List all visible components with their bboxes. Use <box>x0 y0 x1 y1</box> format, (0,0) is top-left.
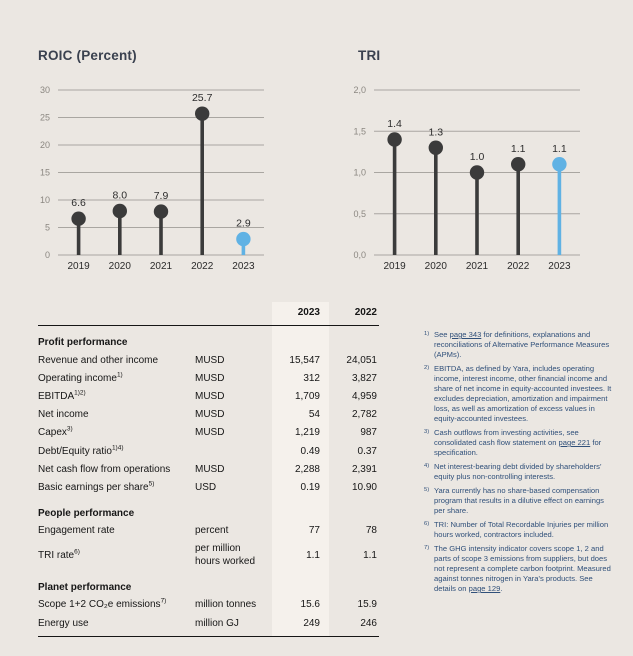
footnote-reference: 7) <box>160 598 167 606</box>
row-value-2023: 249 <box>303 617 320 629</box>
y-tick-label: 10 <box>39 195 50 206</box>
row-unit: USD <box>195 481 217 493</box>
table-bottom-rule <box>38 636 379 637</box>
y-tick-label: 1,0 <box>353 167 366 178</box>
row-value-2022: 1.1 <box>363 549 377 561</box>
row-value-2023: 0.49 <box>300 445 320 457</box>
row-value-2023: 1,219 <box>294 427 320 439</box>
x-tick-label: 2022 <box>507 261 530 272</box>
data-value-label: 1.0 <box>469 151 485 163</box>
table-row <box>38 614 379 632</box>
footnote-text: Cash outflows from investing activities, see consolidated cash flow statement on <box>434 428 579 447</box>
table-section-row <box>38 497 379 522</box>
footnote-text: for definitions, explanations and reconciliations of Alternative Performance Measures (APMs). <box>434 330 610 359</box>
row-value-2023: 15.6 <box>300 599 320 611</box>
footnote-number: 7) <box>424 545 430 551</box>
table-row <box>38 596 379 614</box>
row-value-2023: 77 <box>308 525 320 537</box>
row-label: Debt/Equity ratio$^{1)4)}$ <box>38 444 124 457</box>
y-tick-label: 0,0 <box>353 250 366 261</box>
footnote-reference: 1)4) <box>111 444 124 452</box>
table-row <box>38 478 379 496</box>
y-tick-label: 0,5 <box>353 208 366 219</box>
footnote-reference: 3) <box>66 426 73 434</box>
tri-chart-title: TRI <box>358 48 381 63</box>
row-value-2022: 24,051 <box>346 354 377 366</box>
y-tick-label: 1,5 <box>353 126 366 137</box>
row-label: People performance <box>38 507 135 519</box>
data-value-label: 25.7 <box>191 92 213 105</box>
table-row <box>38 369 379 387</box>
row-label: Operating income$^{1)}$ <box>38 371 123 384</box>
row-unit: million tonnes <box>195 599 257 611</box>
y-tick-label: 30 <box>39 85 50 96</box>
page-link[interactable]: page 129 <box>468 584 501 593</box>
x-tick-label: 2019 <box>67 261 90 272</box>
row-label: Scope 1+2 CO₂e emissions$^{7)}$ <box>38 598 167 611</box>
y-tick-label: 5 <box>44 222 50 233</box>
roic-chart <box>36 80 282 285</box>
footnote-reference: 1)2) <box>74 389 86 397</box>
y-tick-label: 0 <box>44 250 50 261</box>
data-value-label: 1.1 <box>552 142 567 155</box>
data-value-label: 6.6 <box>71 197 86 210</box>
row-value-2022: 2,782 <box>351 409 377 421</box>
footnote-text: . <box>500 584 503 593</box>
data-value-label: 2.9 <box>236 217 251 230</box>
row-value-2023: 54 <box>308 409 320 421</box>
x-tick-label: 2022 <box>191 261 214 272</box>
table-section-row <box>38 571 379 596</box>
page-link[interactable]: page 221 <box>558 438 591 447</box>
footnote <box>424 428 614 458</box>
footnote <box>424 544 614 594</box>
row-value-2023: 2,288 <box>294 463 320 475</box>
data-value-label: 7.9 <box>153 190 169 203</box>
x-tick-label: 2023 <box>232 261 255 272</box>
row-value-2022: 246 <box>360 617 377 629</box>
y-tick-label: 2,0 <box>353 85 366 96</box>
x-tick-label: 2021 <box>149 261 173 272</box>
row-unit: percent <box>195 525 229 537</box>
footnote-number: 6) <box>424 521 430 527</box>
row-label: Basic earnings per share$^{5)}$ <box>38 480 155 493</box>
y-tick-label: 25 <box>39 112 50 123</box>
row-unit: MUSD <box>195 354 225 366</box>
footnote-text: Net interest-bearing debt divided by shareholders’ equity plus non-controlling interests. <box>434 462 602 481</box>
row-value-2023: 1.1 <box>306 549 320 561</box>
row-label: Net income <box>38 409 89 421</box>
footnote-text: See <box>434 330 450 339</box>
footnote-reference: 5) <box>148 480 155 488</box>
table-row <box>38 442 379 460</box>
x-tick-label: 2020 <box>424 261 447 272</box>
row-value-2022: 3,827 <box>351 372 377 384</box>
footnote <box>424 486 614 516</box>
lollipop-chart <box>352 80 598 285</box>
row-label: $EBITDA^{1)2)}$ <box>38 389 86 402</box>
data-point <box>552 157 566 171</box>
row-value-2022: 78 <box>365 525 377 537</box>
data-point <box>71 212 85 226</box>
row-value-2023: 15,547 <box>289 354 320 366</box>
table-row <box>38 460 379 478</box>
table-body <box>38 326 379 632</box>
footnotes <box>424 330 614 598</box>
row-value-2023: 1,709 <box>294 390 320 402</box>
table-row <box>38 406 379 424</box>
footnote <box>424 520 614 540</box>
table-row <box>38 540 379 571</box>
row-label: Capex$^{3)}$ <box>38 426 73 439</box>
table-header-row <box>38 302 379 326</box>
data-value-label: 1.4 <box>387 118 402 130</box>
y-tick-label: 20 <box>39 140 50 151</box>
row-label: Engagement rate <box>38 525 115 537</box>
row-value-2023: 0.19 <box>300 481 320 493</box>
table-row <box>38 387 379 405</box>
data-point <box>195 106 209 120</box>
tri-chart <box>352 80 598 285</box>
footnote <box>424 462 614 482</box>
footnote-number: 2) <box>424 365 430 371</box>
row-unit: million GJ <box>195 617 239 629</box>
data-point <box>387 132 401 146</box>
row-value-2022: 10.90 <box>351 481 377 493</box>
row-value-2023: 312 <box>303 372 320 384</box>
row-label: Net cash flow from operations <box>38 463 171 475</box>
row-value-2022: 0.37 <box>357 445 377 457</box>
x-tick-label: 2023 <box>548 261 571 272</box>
row-label: Planet performance <box>38 581 132 593</box>
data-point <box>113 204 127 218</box>
row-unit: MUSD <box>195 427 225 439</box>
footnote-number: 4) <box>424 463 430 469</box>
row-unit: MUSD <box>195 463 225 475</box>
data-point <box>470 165 484 179</box>
footnote <box>424 330 614 360</box>
footnote-number: 3) <box>424 429 430 435</box>
data-value-label: 1.3 <box>428 126 444 139</box>
footnote-text: The GHG intensity indicator covers scope 1, 2 and parts of scope 3 emissions from suppliers, but does not represent a complete carbon footprint. Measured against tonnes nitrogen in Yara’s products. See details on <box>434 544 611 593</box>
table-section-row <box>38 326 379 351</box>
y-tick-label: 15 <box>39 167 50 178</box>
table-row <box>38 351 379 369</box>
data-value-label: 1.1 <box>510 142 526 155</box>
kpi-table <box>38 302 379 637</box>
row-label: Revenue and other income <box>38 354 159 366</box>
footnote-text: EBITDA, as defined by Yara, includes operating income, interest income, other financial income and share of net income in equity-accounted investees. It excludes depreciation, amortization and impairment loss, as well as amortization of excess values in equity-accounted investees. <box>434 364 612 423</box>
x-tick-label: 2020 <box>108 261 131 272</box>
footnote-text: Yara currently has no share-based compensation program that results in a dilutive effect on earnings per share. <box>434 486 604 515</box>
table-row <box>38 424 379 442</box>
row-label: TRI rate$^{6)}$ <box>38 548 80 561</box>
data-point <box>511 157 525 171</box>
row-unit: per million hours worked <box>195 543 256 568</box>
roic-chart-title: ROIC (Percent) <box>38 48 137 63</box>
footnote-text: TRI: Number of Total Recordable Injuries per million hours worked, contractors included. <box>434 520 609 539</box>
row-value-2022: 987 <box>360 427 377 439</box>
footnote-number: 5) <box>424 487 430 493</box>
data-point <box>154 204 168 218</box>
x-tick-label: 2021 <box>465 261 489 272</box>
footnote-reference: 6) <box>74 548 80 556</box>
column-header-2023: 2023 <box>297 307 320 318</box>
row-value-2022: 2,391 <box>351 463 377 475</box>
page-link[interactable]: page 343 <box>449 330 482 339</box>
row-value-2022: 4,959 <box>351 390 377 402</box>
x-tick-label: 2019 <box>383 261 406 272</box>
data-point <box>429 141 443 155</box>
table-row <box>38 522 379 540</box>
data-value-label: 8.0 <box>112 189 128 202</box>
footnote-text: for specification. <box>434 438 602 457</box>
row-unit: MUSD <box>195 409 225 421</box>
lollipop-chart <box>36 80 282 285</box>
footnote <box>424 364 614 424</box>
row-value-2022: 15.9 <box>357 599 377 611</box>
row-label: Energy use <box>38 617 89 629</box>
row-unit: MUSD <box>195 372 225 384</box>
row-label: Profit performance <box>38 337 128 348</box>
data-point <box>236 232 250 246</box>
footnote-number: 1) <box>424 331 430 337</box>
row-unit: MUSD <box>195 390 225 402</box>
column-header-2022: 2022 <box>354 307 377 318</box>
footnote-reference: 1) <box>116 371 123 379</box>
